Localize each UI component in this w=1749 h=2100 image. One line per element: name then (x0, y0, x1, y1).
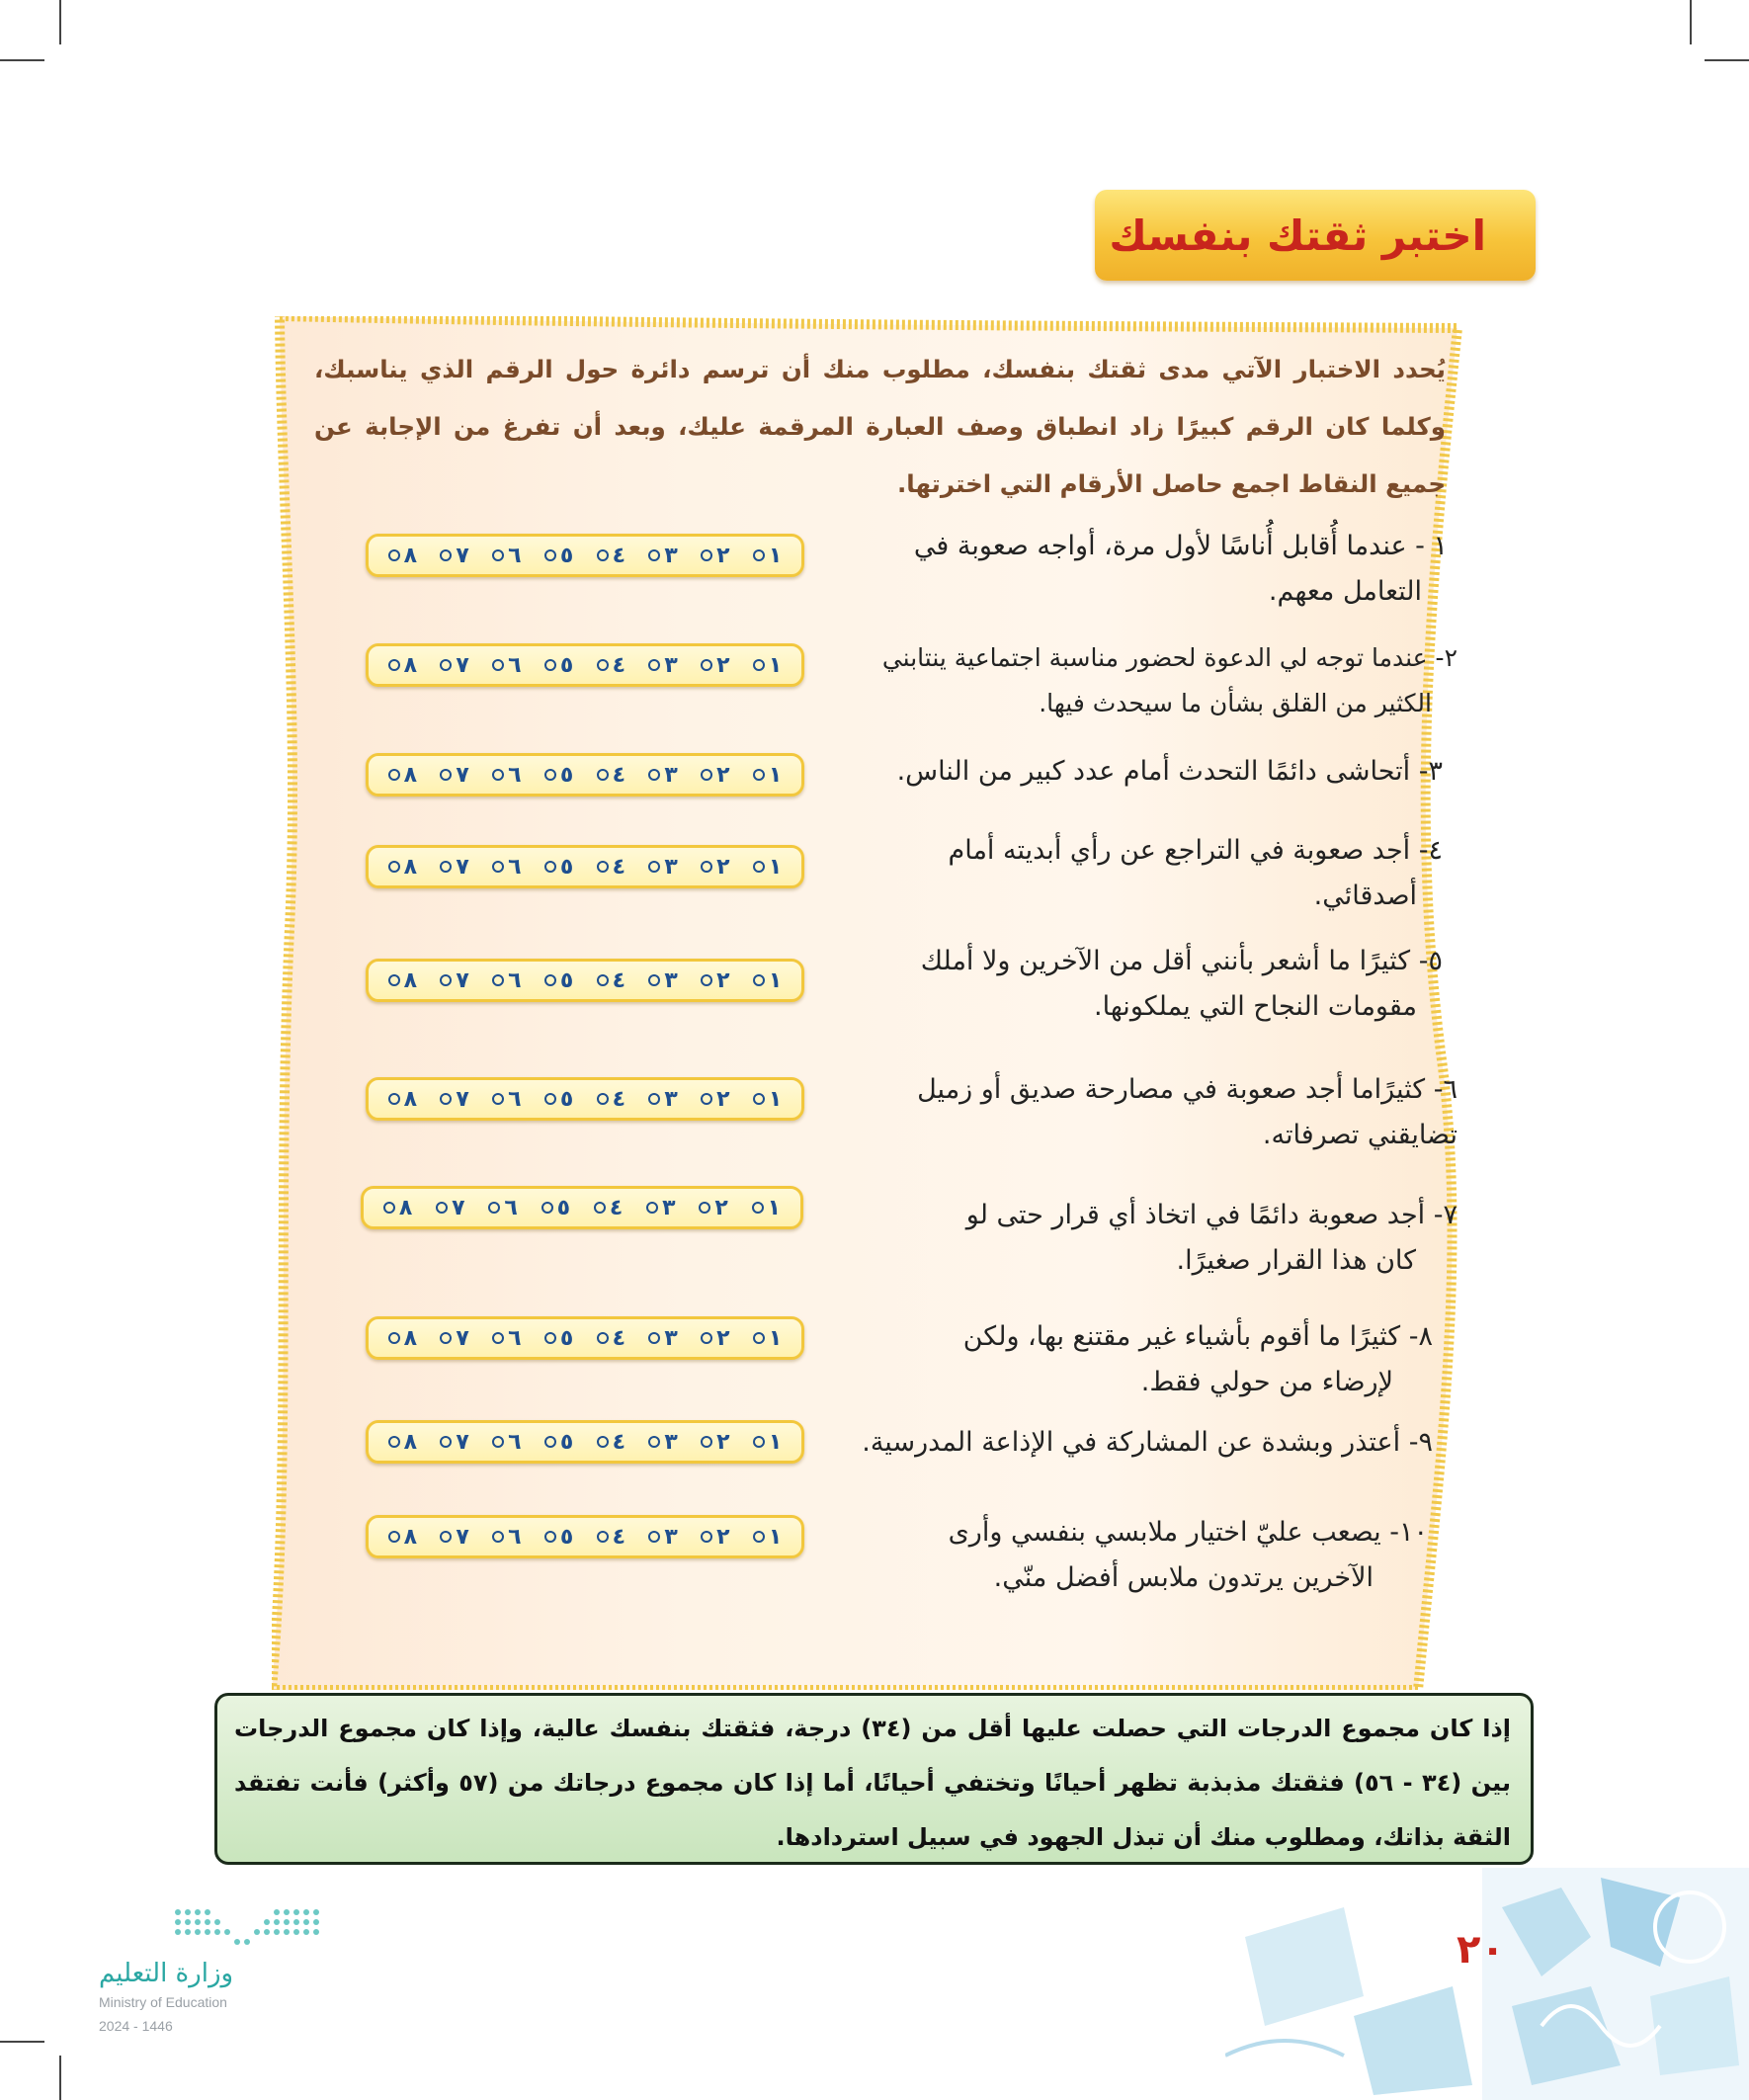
rating-scale-2[interactable] (366, 643, 804, 687)
rating-circle-icon[interactable] (440, 974, 452, 986)
rating-circle-icon[interactable] (436, 1202, 448, 1214)
rating-number: ٧ (456, 543, 469, 568)
rating-number: ٨ (403, 1524, 418, 1550)
rating-number: ٥ (559, 854, 574, 880)
rating-option[interactable] (753, 653, 782, 678)
rating-option[interactable] (388, 855, 417, 880)
rating-number: ١ (768, 543, 783, 568)
rating-circle-icon[interactable] (753, 659, 765, 671)
question-line: ٨- كثيرًا ما أقوم بأشياء غير مقتنع بها، ولكن (962, 1321, 1433, 1352)
question-line: ٦- كثيرًاما أجد صعوبة في مصارحة صديق أو زميل (917, 1074, 1458, 1105)
rating-number: ٢ (716, 543, 730, 568)
rating-circle-icon[interactable] (753, 1436, 765, 1448)
crop-mark (0, 2041, 44, 2043)
rating-circle-icon[interactable] (388, 1332, 400, 1344)
rating-number: ٧ (456, 1325, 469, 1351)
rating-number: ١ (768, 1524, 783, 1550)
rating-circle-icon[interactable] (488, 1202, 500, 1214)
rating-number: ٤ (612, 1429, 626, 1455)
rating-number: ٨ (403, 967, 418, 993)
rating-option[interactable] (544, 968, 573, 993)
rating-scale-8[interactable] (366, 1316, 804, 1360)
rating-option[interactable] (594, 1196, 623, 1220)
rating-option[interactable] (544, 855, 573, 880)
rating-option[interactable] (492, 544, 521, 568)
rating-circle-icon[interactable] (440, 1332, 452, 1344)
rating-number: ١ (768, 1325, 783, 1351)
decorative-artwork (1482, 1868, 1749, 2100)
rating-number: ٤ (612, 543, 626, 568)
rating-number: ٣ (664, 854, 678, 880)
rating-circle-icon[interactable] (388, 1093, 400, 1105)
rating-circle-icon[interactable] (648, 861, 660, 873)
rating-circle-icon[interactable] (648, 769, 660, 781)
rating-number: ٤ (612, 1524, 626, 1550)
question-7 (894, 1193, 1458, 1284)
question-line: الكثير من القلق بشأن ما سيحدث فيها. (1039, 689, 1432, 717)
rating-number: ٢ (716, 854, 730, 880)
rating-circle-icon[interactable] (492, 861, 504, 873)
question-line: ٢- عندما توجه لي الدعوة لحضور مناسبة اجتماعية ينتابني (881, 643, 1458, 672)
rating-number: ٤ (612, 1086, 626, 1112)
question-line: مقومات النجاح التي يملكونها. (1094, 991, 1417, 1022)
rating-option[interactable] (440, 855, 468, 880)
rating-option[interactable] (648, 1326, 677, 1351)
question-line: ٥- كثيرًا ما أشعر بأنني أقل من الآخرين ولا أملك (920, 946, 1443, 976)
crop-mark (59, 0, 61, 44)
rating-option[interactable] (597, 544, 625, 568)
rating-number: ٧ (452, 1195, 465, 1220)
rating-number: ٦ (504, 1195, 518, 1220)
question-10 (894, 1510, 1428, 1601)
rating-circle-icon[interactable] (544, 549, 556, 561)
rating-option[interactable] (753, 1525, 782, 1550)
rating-scale-4[interactable] (366, 845, 804, 888)
rating-circle-icon[interactable] (492, 1093, 504, 1105)
rating-circle-icon[interactable] (492, 769, 504, 781)
rating-circle-icon[interactable] (544, 1093, 556, 1105)
question-6 (874, 1067, 1458, 1158)
rating-option[interactable] (440, 968, 468, 993)
rating-circle-icon[interactable] (648, 549, 660, 561)
rating-circle-icon[interactable] (440, 1093, 452, 1105)
rating-number: ٤ (612, 762, 626, 788)
rating-number: ١ (767, 1195, 782, 1220)
rating-number: ٢ (716, 762, 730, 788)
rating-number: ٣ (664, 1524, 678, 1550)
question-9 (840, 1420, 1433, 1466)
rating-option[interactable] (648, 544, 677, 568)
rating-option[interactable] (753, 544, 782, 568)
rating-scale-5[interactable] (366, 959, 804, 1002)
crop-mark (59, 2056, 61, 2100)
intro-paragraph: يُحدد الاختبار الآتي مدى ثقتك بنفسك، مطلوب منك أن ترسم دائرة حول الرقم الذي يناسبك، وكلما كان الرقم كبيرًا زاد انطباق وصف العبارة المرقمة عليك، وبعد أن تفرغ من الإجابة عن جميع النقاط اجمع حاصل الأرقام التي اخترتها. (314, 355, 1446, 498)
rating-number: ٧ (456, 762, 469, 788)
rating-option[interactable] (440, 1087, 468, 1112)
rating-circle-icon[interactable] (597, 1332, 609, 1344)
rating-circle-icon[interactable] (648, 1332, 660, 1344)
rating-number: ١ (768, 652, 783, 678)
rating-number: ٧ (456, 652, 469, 678)
rating-option[interactable] (753, 763, 782, 788)
question-line: الآخرين يرتدون ملابس أفضل منّي. (993, 1562, 1374, 1593)
rating-option[interactable] (701, 1525, 729, 1550)
rating-option[interactable] (492, 653, 521, 678)
rating-circle-icon[interactable] (648, 974, 660, 986)
rating-option[interactable] (701, 544, 729, 568)
rating-circle-icon[interactable] (544, 1531, 556, 1543)
rating-option[interactable] (440, 1525, 468, 1550)
title-banner (1095, 190, 1536, 281)
rating-option[interactable] (388, 653, 417, 678)
rating-option[interactable] (492, 855, 521, 880)
rating-option[interactable] (701, 1430, 729, 1455)
rating-option[interactable] (597, 1525, 625, 1550)
rating-circle-icon[interactable] (492, 1436, 504, 1448)
rating-circle-icon[interactable] (646, 1202, 658, 1214)
rating-circle-icon[interactable] (753, 549, 765, 561)
rating-circle-icon[interactable] (648, 659, 660, 671)
ministry-name-en: Ministry of Education (99, 1994, 227, 2010)
rating-number: ٣ (664, 543, 678, 568)
rating-circle-icon[interactable] (701, 1332, 712, 1344)
rating-number: ٣ (664, 762, 678, 788)
rating-circle-icon[interactable] (440, 549, 452, 561)
decorative-artwork (1225, 1878, 1482, 2100)
rating-option[interactable] (753, 1430, 782, 1455)
rating-number: ٨ (403, 1325, 418, 1351)
rating-circle-icon[interactable] (544, 769, 556, 781)
rating-number: ٧ (456, 1524, 469, 1550)
rating-circle-icon[interactable] (753, 1332, 765, 1344)
rating-option[interactable] (492, 763, 521, 788)
rating-option[interactable] (492, 968, 521, 993)
rating-number: ٢ (716, 1524, 730, 1550)
rating-circle-icon[interactable] (701, 1531, 712, 1543)
rating-circle-icon[interactable] (701, 1093, 712, 1105)
rating-option[interactable] (544, 763, 573, 788)
question-line: أصدقائي. (1313, 881, 1417, 911)
rating-scale-7[interactable] (361, 1186, 803, 1229)
rating-option[interactable] (597, 653, 625, 678)
question-line: التعامل معهم. (1268, 576, 1422, 607)
rating-option[interactable] (440, 653, 468, 678)
rating-scale-1[interactable] (366, 534, 804, 577)
result-paragraph: إذا كان مجموع الدرجات التي حصلت عليها أقل من (٣٤) درجة، فثقتك بنفسك عالية، وإذا كان مجموع الدرجات بين (٣٤ - ٥٦) فثقتك مذبذبة تظهر أحيانًا وتختفي أحيانًا، أما إذا كان مجموع درجاتك من (٥٧ وأكثر) فأنت تفتقد الثقة بذاتك، ومطلوب منك أن تبذل الجهود في سبيل استردادها. (234, 1715, 1511, 1851)
question-line: ١ - عندما أُقابل أُناسًا لأول مرة، أواجه صعوبة في (913, 531, 1448, 561)
rating-option[interactable] (701, 763, 729, 788)
rating-circle-icon[interactable] (701, 861, 712, 873)
rating-option[interactable] (440, 1326, 468, 1351)
rating-option[interactable] (383, 1196, 412, 1220)
rating-option[interactable] (544, 1087, 573, 1112)
rating-option[interactable] (701, 653, 729, 678)
rating-option[interactable] (699, 1196, 727, 1220)
rating-number: ٧ (456, 1429, 469, 1455)
rating-circle-icon[interactable] (597, 549, 609, 561)
rating-circle-icon[interactable] (440, 769, 452, 781)
rating-option[interactable] (492, 1525, 521, 1550)
rating-number: ٥ (559, 1086, 574, 1112)
rating-option[interactable] (388, 544, 417, 568)
crop-mark (1690, 0, 1692, 44)
question-line: ٧- أجد صعوبة دائمًا في اتخاذ أي قرار حتى لو (965, 1200, 1458, 1230)
rating-option[interactable] (701, 1087, 729, 1112)
rating-option[interactable] (544, 544, 573, 568)
page-title: اختبر ثقتك بنفسك (1109, 210, 1486, 260)
rating-number: ٥ (559, 762, 574, 788)
rating-number: ٦ (508, 543, 522, 568)
rating-number: ٦ (508, 1524, 522, 1550)
rating-number: ٢ (716, 1086, 730, 1112)
page-number: ٢٠ (1457, 1927, 1505, 1973)
rating-circle-icon[interactable] (597, 974, 609, 986)
rating-option[interactable] (701, 855, 729, 880)
rating-option[interactable] (648, 855, 677, 880)
rating-number: ٣ (664, 1325, 678, 1351)
rating-option[interactable] (701, 968, 729, 993)
rating-option[interactable] (648, 1430, 677, 1455)
rating-option[interactable] (648, 653, 677, 678)
rating-option[interactable] (544, 653, 573, 678)
rating-option[interactable] (544, 1430, 573, 1455)
rating-number: ٢ (716, 967, 730, 993)
rating-number: ٢ (716, 1325, 730, 1351)
rating-circle-icon[interactable] (594, 1202, 606, 1214)
rating-option[interactable] (440, 763, 468, 788)
question-5 (894, 939, 1443, 1030)
rating-number: ٦ (508, 652, 522, 678)
rating-circle-icon[interactable] (753, 861, 765, 873)
ministry-name-ar: وزارة التعليم (99, 1959, 234, 1988)
rating-number: ٨ (403, 762, 418, 788)
rating-circle-icon[interactable] (440, 1436, 452, 1448)
question-3 (870, 749, 1443, 795)
rating-number: ٤ (612, 652, 626, 678)
rating-option[interactable] (753, 855, 782, 880)
question-line: ٣- أتحاشى دائمًا التحدث أمام عدد كبير من الناس. (896, 756, 1443, 787)
rating-circle-icon[interactable] (544, 861, 556, 873)
rating-number: ٥ (559, 967, 574, 993)
rating-number: ٣ (664, 652, 678, 678)
rating-option[interactable] (388, 1087, 417, 1112)
rating-circle-icon[interactable] (388, 1436, 400, 1448)
rating-number: ٥ (559, 1429, 574, 1455)
rating-number: ١ (768, 1086, 783, 1112)
rating-number: ٤ (612, 854, 626, 880)
ministry-logo-icon (168, 1902, 326, 1947)
rating-option[interactable] (436, 1196, 464, 1220)
rating-number: ٦ (508, 1325, 522, 1351)
rating-number: ٥ (559, 1325, 574, 1351)
rating-option[interactable] (544, 1326, 573, 1351)
rating-circle-icon[interactable] (544, 974, 556, 986)
rating-number: ٨ (403, 1429, 418, 1455)
rating-circle-icon[interactable] (383, 1202, 395, 1214)
rating-number: ٢ (714, 1195, 728, 1220)
rating-option[interactable] (597, 763, 625, 788)
rating-circle-icon[interactable] (648, 1531, 660, 1543)
rating-circle-icon[interactable] (544, 659, 556, 671)
rating-number: ٧ (456, 1086, 469, 1112)
rating-circle-icon[interactable] (492, 659, 504, 671)
rating-number: ٨ (398, 1195, 413, 1220)
rating-option[interactable] (753, 968, 782, 993)
rating-circle-icon[interactable] (753, 974, 765, 986)
rating-number: ٢ (716, 1429, 730, 1455)
rating-option[interactable] (544, 1525, 573, 1550)
rating-number: ٥ (559, 652, 574, 678)
rating-number: ٥ (559, 543, 574, 568)
rating-circle-icon[interactable] (544, 1332, 556, 1344)
rating-number: ٧ (456, 854, 469, 880)
rating-number: ٤ (612, 1325, 626, 1351)
rating-option[interactable] (440, 544, 468, 568)
rating-option[interactable] (648, 1087, 677, 1112)
rating-option[interactable] (753, 1087, 782, 1112)
question-line: لإرضاء من حولي فقط. (1140, 1367, 1393, 1397)
question-line: ٩- أعتذر وبشدة عن المشاركة في الإذاعة المدرسية. (862, 1427, 1433, 1458)
rating-circle-icon[interactable] (701, 769, 712, 781)
question-line: ١٠- يصعب عليّ اختيار ملابسي بنفسي وأرى (948, 1517, 1428, 1548)
rating-option[interactable] (701, 1326, 729, 1351)
rating-circle-icon[interactable] (648, 1436, 660, 1448)
rating-circle-icon[interactable] (388, 769, 400, 781)
rating-number: ٦ (508, 854, 522, 880)
rating-circle-icon[interactable] (597, 1531, 609, 1543)
rating-circle-icon[interactable] (752, 1202, 764, 1214)
rating-number: ٦ (508, 1086, 522, 1112)
question-4 (894, 828, 1443, 919)
edition-year: 2024 - 1446 (99, 2018, 173, 2034)
rating-number: ٣ (664, 967, 678, 993)
rating-number: ٨ (403, 854, 418, 880)
rating-option[interactable] (388, 968, 417, 993)
rating-scale-6[interactable] (366, 1077, 804, 1121)
rating-number: ٦ (508, 762, 522, 788)
rating-number: ٦ (508, 967, 522, 993)
rating-circle-icon[interactable] (701, 974, 712, 986)
rating-number: ١ (768, 854, 783, 880)
rating-circle-icon[interactable] (597, 1093, 609, 1105)
rating-option[interactable] (541, 1196, 570, 1220)
rating-circle-icon[interactable] (597, 1436, 609, 1448)
rating-option[interactable] (492, 1430, 521, 1455)
rating-option[interactable] (597, 1430, 625, 1455)
rating-circle-icon[interactable] (544, 1436, 556, 1448)
rating-number: ١ (768, 1429, 783, 1455)
rating-circle-icon[interactable] (753, 1531, 765, 1543)
rating-circle-icon[interactable] (753, 1093, 765, 1105)
rating-scale-3[interactable] (366, 753, 804, 797)
rating-circle-icon[interactable] (753, 769, 765, 781)
rating-circle-icon[interactable] (440, 659, 452, 671)
rating-option[interactable] (597, 1326, 625, 1351)
rating-circle-icon[interactable] (388, 549, 400, 561)
rating-option[interactable] (388, 1525, 417, 1550)
question-1 (894, 524, 1448, 615)
crop-mark (0, 59, 44, 61)
rating-scale-10[interactable] (366, 1515, 804, 1558)
rating-option[interactable] (492, 1087, 521, 1112)
rating-number: ٨ (403, 652, 418, 678)
rating-circle-icon[interactable] (388, 861, 400, 873)
rating-circle-icon[interactable] (388, 659, 400, 671)
rating-circle-icon[interactable] (541, 1202, 553, 1214)
rating-option[interactable] (388, 1326, 417, 1351)
rating-circle-icon[interactable] (388, 1531, 400, 1543)
rating-option[interactable] (753, 1326, 782, 1351)
rating-circle-icon[interactable] (492, 549, 504, 561)
rating-option[interactable] (752, 1196, 781, 1220)
rating-number: ٣ (662, 1195, 676, 1220)
rating-circle-icon[interactable] (597, 861, 609, 873)
rating-number: ٣ (664, 1086, 678, 1112)
rating-option[interactable] (597, 968, 625, 993)
rating-circle-icon[interactable] (648, 1093, 660, 1105)
rating-number: ٧ (456, 967, 469, 993)
rating-option[interactable] (388, 763, 417, 788)
question-2 (870, 635, 1458, 726)
rating-number: ٥ (556, 1195, 571, 1220)
rating-circle-icon[interactable] (701, 659, 712, 671)
rating-number: ٦ (508, 1429, 522, 1455)
question-line: كان هذا القرار صغيرًا. (1176, 1245, 1416, 1276)
rating-circle-icon[interactable] (701, 1436, 712, 1448)
rating-circle-icon[interactable] (440, 1531, 452, 1543)
rating-option[interactable] (646, 1196, 675, 1220)
rating-circle-icon[interactable] (492, 1531, 504, 1543)
rating-circle-icon[interactable] (440, 861, 452, 873)
rating-option[interactable] (648, 968, 677, 993)
rating-option[interactable] (648, 1525, 677, 1550)
rating-option[interactable] (488, 1196, 517, 1220)
question-8 (894, 1314, 1433, 1405)
rating-number: ٨ (403, 1086, 418, 1112)
rating-option[interactable] (440, 1430, 468, 1455)
rating-circle-icon[interactable] (492, 1332, 504, 1344)
crop-mark (1705, 59, 1749, 61)
rating-circle-icon[interactable] (492, 974, 504, 986)
question-line: تضايقني تصرفاته. (1262, 1120, 1458, 1150)
rating-option[interactable] (388, 1430, 417, 1455)
rating-option[interactable] (648, 763, 677, 788)
rating-option[interactable] (597, 855, 625, 880)
rating-circle-icon[interactable] (701, 549, 712, 561)
rating-scale-9[interactable] (366, 1420, 804, 1464)
rating-circle-icon[interactable] (597, 659, 609, 671)
question-line: ٤- أجد صعوبة في التراجع عن رأي أبديته أمام (948, 835, 1443, 866)
rating-number: ٥ (559, 1524, 574, 1550)
rating-number: ١ (768, 967, 783, 993)
rating-circle-icon[interactable] (388, 974, 400, 986)
rating-number: ٤ (609, 1195, 624, 1220)
rating-number: ٤ (612, 967, 626, 993)
rating-option[interactable] (492, 1326, 521, 1351)
rating-circle-icon[interactable] (597, 769, 609, 781)
rating-circle-icon[interactable] (699, 1202, 710, 1214)
rating-number: ٢ (716, 652, 730, 678)
rating-number: ١ (768, 762, 783, 788)
rating-option[interactable] (597, 1087, 625, 1112)
rating-number: ٨ (403, 543, 418, 568)
rating-number: ٣ (664, 1429, 678, 1455)
